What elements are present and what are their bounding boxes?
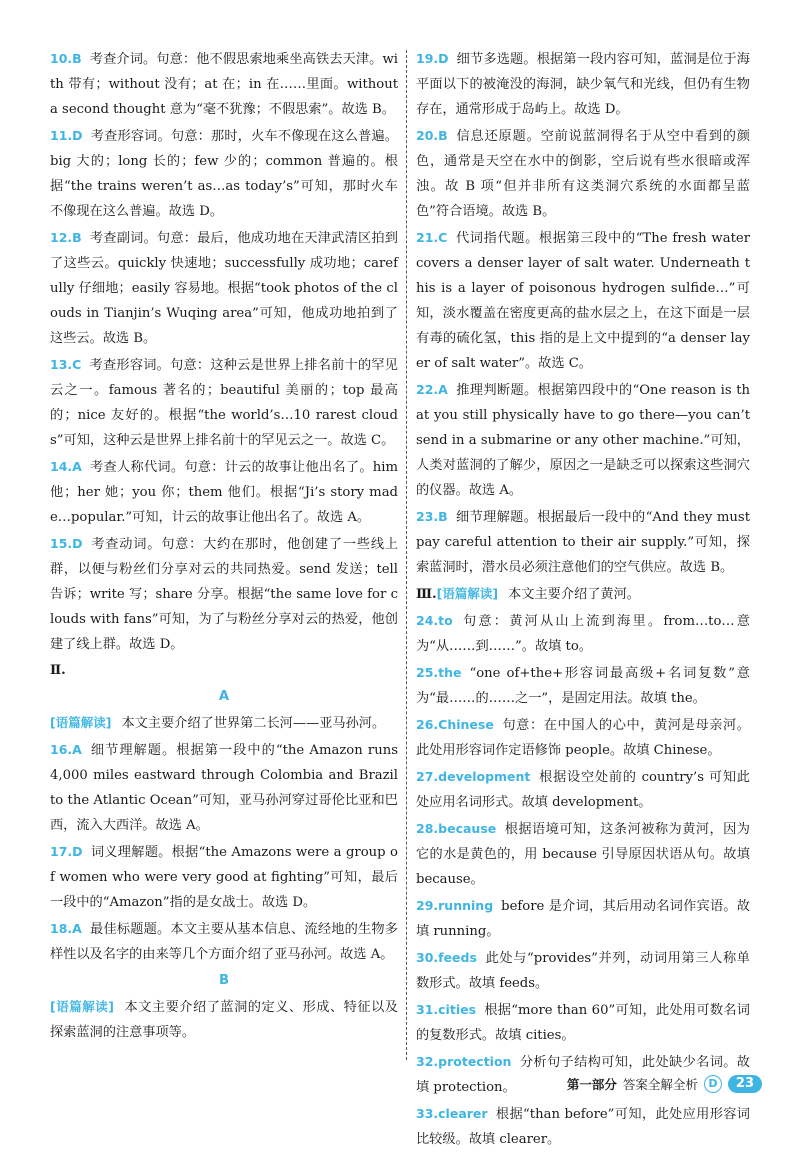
page-footer <box>567 1074 762 1094</box>
answer-explanation: 考查人称代词。句意：计云的故事让他出名了。him 他；her 她；you 你；them 他们。根据“Ji’s story made…popular.”可知，计云的故事让他出名了。故选 A。 <box>50 460 398 525</box>
answer-number: 25.the <box>416 665 462 680</box>
answer-item-20 <box>416 123 750 224</box>
answer-item-12 <box>50 225 398 351</box>
answer-explanation: 考查副词。句意：最后，他成功地在天津武清区拍到了这些云。quickly 快速地；successfully 成功地；carefully 仔细地；easily 容易地。根据“took photos of the clouds in Tianjin’s Wuqing area”可知，他成功地拍到了这些云。故选 B。 <box>50 231 398 346</box>
answer-number: 20.B <box>416 128 448 143</box>
page-number: 23 <box>728 1075 762 1093</box>
answer-explanation: 推理判断题。根据第四段中的“One reason is that you still physically have to go there—you can’t send in a submarine or any other machine.”可知，人类对蓝洞的了解少，原因之一是缺乏可以探索这些洞穴的仪器。故选 A。 <box>416 383 750 498</box>
passage-intro-tag: [语篇解读] <box>50 999 114 1014</box>
answer-explanation: “one of+the+形容词最高级+名词复数”意为“最……的……之一”，是固定用法。故填 the。 <box>416 666 750 706</box>
answer-number: 18.A <box>50 921 82 936</box>
answer-number: 17.D <box>50 844 83 859</box>
answer-explanation: 考查介词。句意：他不假思索地乘坐高铁去天津。with 带有；without 没有；at 在；in 在……里面。without a second thought 意为“毫不犹豫；不假思索”。故选 B。 <box>50 52 398 117</box>
answer-number: 28.because <box>416 821 497 836</box>
answer-number: 32.protection <box>416 1054 512 1069</box>
answer-item-22 <box>416 377 750 503</box>
answer-number: 33.clearer <box>416 1106 488 1121</box>
answer-item-17 <box>50 839 398 915</box>
section-heading-3: Ⅲ. <box>416 587 437 602</box>
answer-explanation: 信息还原题。空前说蓝洞得名于从空中看到的颜色，通常是天空在水中的倒影，空后说有些水很暗或浑浊。故 B 项“但并非所有这类洞穴系统的水面都呈蓝色”符合语境。故选 B。 <box>416 129 750 219</box>
answer-item-18 <box>50 916 398 967</box>
answer-explanation: 词义理解题。根据“the Amazons were a group of women who were very good at fighting”可知，最后一段中的“Amazon”指的是女战士。故选 D。 <box>50 845 398 910</box>
answer-item-24 <box>416 608 750 659</box>
answer-number: 24.to <box>416 613 453 628</box>
answer-item-19 <box>416 46 750 122</box>
passage-intro-3 <box>416 581 750 607</box>
subsection-heading-b: B <box>218 973 230 988</box>
right-column <box>416 46 750 1153</box>
answer-number: 23.B <box>416 509 448 524</box>
passage-intro-tag: [语篇解读] <box>436 586 499 601</box>
section-heading-2: Ⅱ. <box>50 663 66 678</box>
answer-explanation: before 是介词，其后用动名词作宾语。故填 running。 <box>416 899 750 939</box>
answer-explanation: 细节多选题。根据第一段内容可知，蓝洞是位于海平面以下的被淹没的海洞，缺少氧气和光线，但仍有生物存在，通常形成于岛屿上。故选 D。 <box>416 52 750 117</box>
answer-number: 21.C <box>416 230 448 245</box>
answer-explanation: 考查动词。句意：大约在那时，他创建了一些线上群，以便与粉丝们分享对云的共同热爱。send 发送；tell 告诉；write 写；share 分享。根据“the same love for clouds with fans”可知，为了与粉丝分享对云的热爱，他创建了线上群。故选 D。 <box>50 537 398 652</box>
passage-intro-a <box>50 710 398 736</box>
answer-explanation: 根据“more than 60”可知，此处用可数名词的复数形式。故填 cities。 <box>416 1003 750 1043</box>
answer-explanation: 句意：黄河从山上流到海里。from…to…意为“从……到……”。故填 to。 <box>416 614 750 654</box>
answer-number: 26.Chinese <box>416 717 494 732</box>
answer-number: 19.D <box>416 51 449 66</box>
answer-item-31 <box>416 997 750 1048</box>
answer-number: 10.B <box>50 51 82 66</box>
answer-explanation: 考查形容词。句意：那时，火车不像现在这么普遍。big 大的；long 长的；few 少的；common 普遍的。根据“the trains weren’t as…as today’s”可知，那时火车不像现在这么普遍。故选 D。 <box>50 129 398 219</box>
footer-part-label: 第一部分 <box>566 1077 617 1092</box>
passage-intro-text: 本文主要介绍了蓝洞的定义、形成、特征以及探索蓝洞的注意事项等。 <box>50 1000 398 1040</box>
answer-explanation: 根据设空处前的 country’s 可知此处应用名词形式。故填 development。 <box>416 770 750 810</box>
answer-item-23 <box>416 504 750 580</box>
answer-item-33 <box>416 1101 750 1152</box>
answer-number: 15.D <box>50 536 83 551</box>
subsection-heading-a: A <box>218 689 230 704</box>
answer-item-10 <box>50 46 398 122</box>
answer-number: 27.development <box>416 769 531 784</box>
answer-item-28 <box>416 816 750 892</box>
answer-item-14 <box>50 454 398 530</box>
answer-number: 11.D <box>50 128 83 143</box>
answer-explanation: 细节理解题。根据第一段中的“the Amazon runs 4,000 miles eastward through Colombia and Brazil to the Atlantic Ocean”可知，亚马孙河穿过哥伦比亚和巴西，流入大西洋。故选 A。 <box>50 743 398 833</box>
answer-number: 31.cities <box>416 1002 477 1017</box>
footer-title: 答案全解全析 <box>622 1077 698 1092</box>
answer-explanation: 句意：在中国人的心中，黄河是母亲河。此处用形容词作定语修饰 people。故填 Chinese。 <box>416 718 750 758</box>
answer-item-16 <box>50 737 398 838</box>
answer-number: 12.B <box>50 230 82 245</box>
answer-item-25 <box>416 660 750 711</box>
answer-number: 22.A <box>416 382 448 397</box>
passage-intro-text: 本文主要介绍了黄河。 <box>508 587 640 602</box>
footer-badge: D <box>704 1075 722 1093</box>
answer-item-26 <box>416 712 750 763</box>
answer-explanation: 根据语境可知，这条河被称为黄河，因为它的水是黄色的，用 because 引导原因状语从句。故填 because。 <box>416 822 750 887</box>
answer-item-29 <box>416 893 750 944</box>
answer-number: 16.A <box>50 742 82 757</box>
passage-intro-tag: [语篇解读] <box>50 715 112 730</box>
answer-item-21 <box>416 225 750 376</box>
answer-number: 14.A <box>50 459 82 474</box>
passage-intro-b <box>50 994 398 1045</box>
answer-explanation: 根据“than before”可知，此处应用形容词比较级。故填 clearer。 <box>416 1107 750 1147</box>
answer-explanation: 考查形容词。句意：这种云是世界上排名前十的罕见云之一。famous 著名的；beautiful 美丽的；top 最高的；nice 友好的。根据“the world’s…10 rarest clouds”可知，这种云是世界上排名前十的罕见云之一。故选 C。 <box>50 358 398 448</box>
passage-intro-text: 本文主要介绍了世界第二长河——亚马孙河。 <box>121 716 386 731</box>
column-divider <box>406 50 407 1060</box>
answer-explanation: 分析句子结构可知，此处缺少名词。故填 protection。 <box>416 1055 750 1095</box>
answer-number: 29.running <box>416 898 494 913</box>
answer-number: 30.feeds <box>416 950 477 965</box>
answer-explanation: 最佳标题题。本文主要从基本信息、流经地的生物多样性以及名字的由来等几个方面介绍了亚马孙河。故选 A。 <box>50 922 398 962</box>
left-column <box>50 46 398 1046</box>
answer-explanation: 代词指代题。根据第三段中的“The fresh water covers a denser layer of salt water. Underneath this is a layer of poisonous hydrogen sulfide…”可知，淡水覆盖在密度更高的盐水层之上，在这下面是一层有毒的硫化氢，this 指的是上文中提到的“a denser layer of salt water”。故选 C。 <box>416 231 750 371</box>
answer-item-13 <box>50 352 398 453</box>
answer-explanation: 此处与“provides”并列，动词用第三人称单数形式。故填 feeds。 <box>416 951 750 991</box>
answer-item-11 <box>50 123 398 224</box>
answer-item-30 <box>416 945 750 996</box>
answer-explanation: 细节理解题。根据最后一段中的“And they must pay careful attention to their air supply.”可知，探索蓝洞时，潜水员必须注意他们的空气供应。故选 B。 <box>416 510 750 575</box>
answer-number: 13.C <box>50 357 82 372</box>
answer-item-15 <box>50 531 398 657</box>
answer-item-27 <box>416 764 750 815</box>
